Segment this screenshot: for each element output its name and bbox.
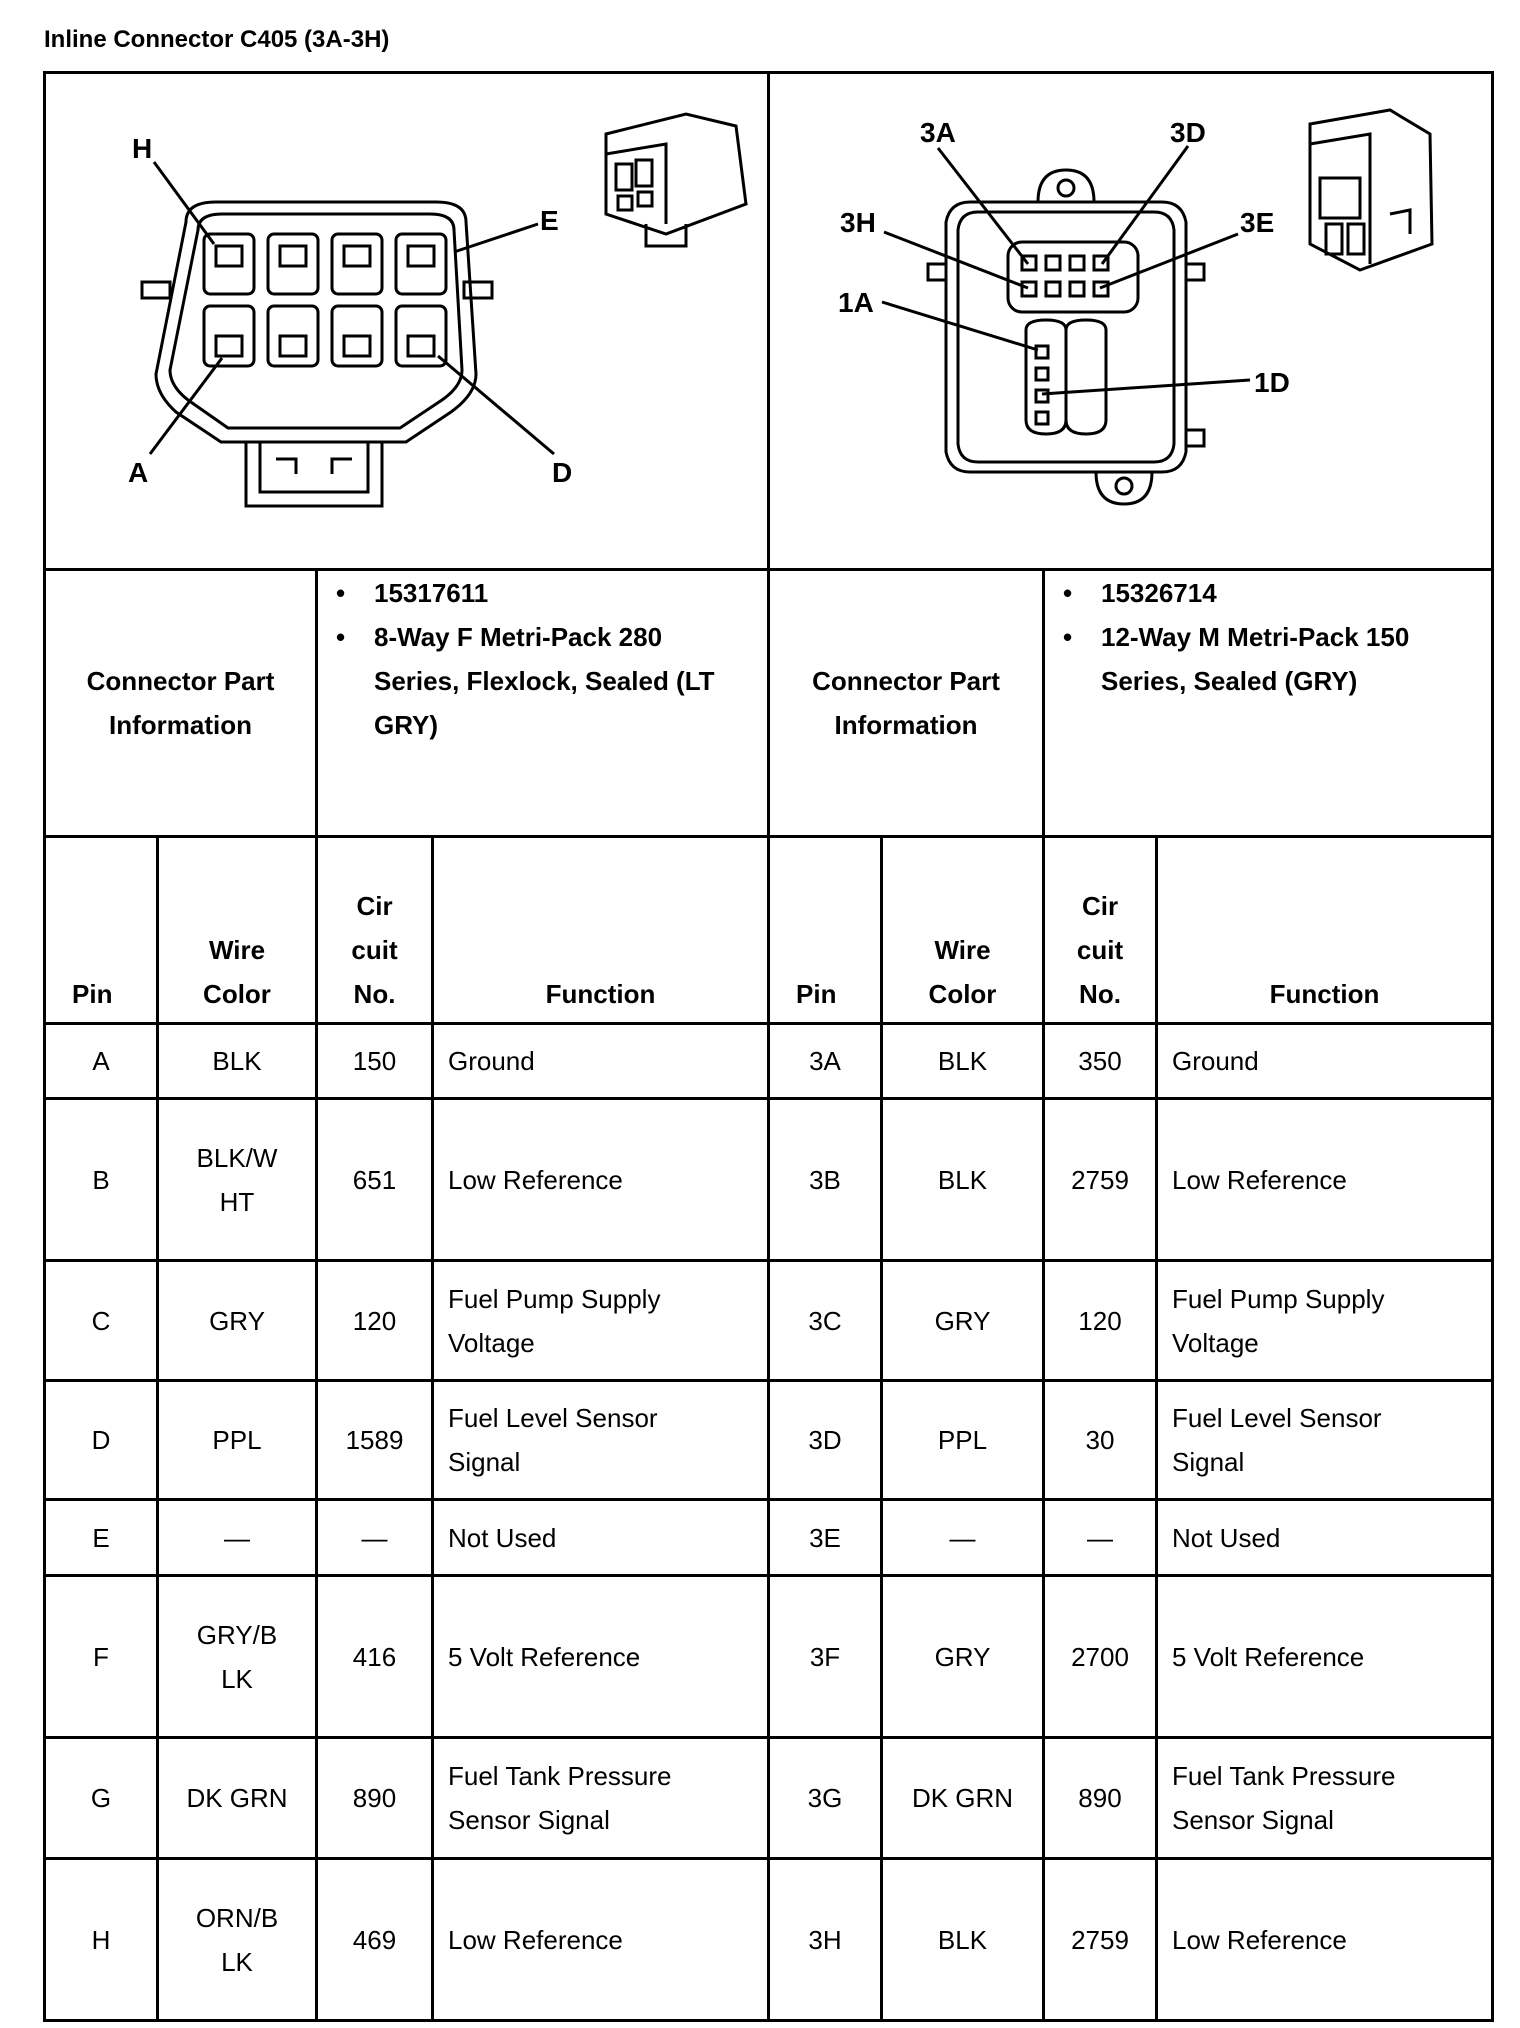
table-row bbox=[45, 1576, 1493, 1738]
wire-color-cell: DK GRN bbox=[882, 1738, 1044, 1859]
function-cell: Fuel Pump Supply Voltage bbox=[1157, 1261, 1493, 1381]
pinout-table bbox=[43, 71, 1494, 2022]
pin-label-e: E bbox=[540, 205, 559, 236]
connector-sheet bbox=[43, 71, 1491, 2021]
pin-label-3a: 3A bbox=[920, 117, 956, 148]
circuit-cell: 2700 bbox=[1044, 1576, 1157, 1738]
wire-color-cell: DK GRN bbox=[158, 1738, 317, 1859]
pin-cell: C bbox=[45, 1261, 158, 1381]
pin-cell: A bbox=[45, 1024, 158, 1099]
pin-label-3h: 3H bbox=[840, 207, 876, 238]
function-cell: Low Reference bbox=[433, 1859, 769, 2021]
circuit-cell: 120 bbox=[1044, 1261, 1157, 1381]
wire-color-cell: BLK bbox=[882, 1859, 1044, 2021]
wire-color-cell: GRY bbox=[158, 1261, 317, 1381]
pin-label-1a: 1A bbox=[838, 287, 874, 318]
function-cell: Ground bbox=[433, 1024, 769, 1099]
pin-cell: 3D bbox=[769, 1381, 882, 1500]
function-cell: Fuel Tank Pressure Sensor Signal bbox=[433, 1738, 769, 1859]
wire-color-cell: — bbox=[158, 1500, 317, 1576]
left-wire-color-header: Wire Color bbox=[158, 837, 317, 1024]
pin-label-a: A bbox=[128, 457, 149, 488]
left-circuit-header: Cir cuit No. bbox=[317, 837, 433, 1024]
pin-cell: 3H bbox=[769, 1859, 882, 2021]
function-cell: Fuel Level Sensor Signal bbox=[433, 1381, 769, 1500]
function-cell: 5 Volt Reference bbox=[1157, 1576, 1493, 1738]
wire-color-cell: BLK bbox=[882, 1024, 1044, 1099]
circuit-cell: 120 bbox=[317, 1261, 433, 1381]
function-cell: Low Reference bbox=[433, 1099, 769, 1261]
pin-cell: 3E bbox=[769, 1500, 882, 1576]
circuit-cell: 890 bbox=[317, 1738, 433, 1859]
pin-cell: G bbox=[45, 1738, 158, 1859]
wire-color-cell: BLK bbox=[882, 1099, 1044, 1261]
wire-color-cell: ORN/B LK bbox=[158, 1859, 317, 2021]
left-connector-diagram bbox=[46, 74, 766, 568]
function-cell: Ground bbox=[1157, 1024, 1493, 1099]
function-cell: Not Used bbox=[1157, 1500, 1493, 1576]
circuit-cell: 2759 bbox=[1044, 1099, 1157, 1261]
pin-label-3e: 3E bbox=[1240, 207, 1275, 238]
function-cell: Fuel Level Sensor Signal bbox=[1157, 1381, 1493, 1500]
table-row bbox=[45, 1024, 1493, 1099]
circuit-cell: 1589 bbox=[317, 1381, 433, 1500]
pin-cell: 3A bbox=[769, 1024, 882, 1099]
function-cell: Low Reference bbox=[1157, 1859, 1493, 2021]
circuit-cell: 890 bbox=[1044, 1738, 1157, 1859]
part-info-row bbox=[45, 570, 1493, 837]
left-part-description: • 8-Way F Metri-Pack 280 Series, Flexlock, Sealed (LT GRY) bbox=[332, 615, 753, 747]
circuit-cell: — bbox=[1044, 1500, 1157, 1576]
function-cell: Fuel Tank Pressure Sensor Signal bbox=[1157, 1738, 1493, 1859]
pin-cell: F bbox=[45, 1576, 158, 1738]
pin-label-d: D bbox=[552, 457, 573, 488]
function-cell: Fuel Pump Supply Voltage bbox=[433, 1261, 769, 1381]
pin-cell: D bbox=[45, 1381, 158, 1500]
pin-label-1d: 1D bbox=[1254, 367, 1290, 398]
wire-color-cell: GRY bbox=[882, 1261, 1044, 1381]
left-part-info bbox=[317, 570, 769, 837]
function-cell: 5 Volt Reference bbox=[433, 1576, 769, 1738]
table-row bbox=[45, 1859, 1493, 2021]
pin-cell: B bbox=[45, 1099, 158, 1261]
circuit-cell: 30 bbox=[1044, 1381, 1157, 1500]
pin-cell: 3F bbox=[769, 1576, 882, 1738]
function-cell: Low Reference bbox=[1157, 1099, 1493, 1261]
left-pin-header: Pin bbox=[45, 837, 158, 1024]
right-part-number: • 15326714 bbox=[1059, 571, 1477, 615]
circuit-cell: 416 bbox=[317, 1576, 433, 1738]
right-part-description: • 12-Way M Metri-Pack 150 Series, Sealed (GRY) bbox=[1059, 615, 1477, 703]
pin-cell: 3G bbox=[769, 1738, 882, 1859]
left-part-info-label: Connector Part Information bbox=[45, 570, 317, 837]
pin-label-h: H bbox=[132, 133, 153, 164]
table-row bbox=[45, 1261, 1493, 1381]
pin-cell: 3C bbox=[769, 1261, 882, 1381]
wire-color-cell: BLK bbox=[158, 1024, 317, 1099]
table-row bbox=[45, 1381, 1493, 1500]
circuit-cell: 2759 bbox=[1044, 1859, 1157, 2021]
wire-color-cell: GRY/B LK bbox=[158, 1576, 317, 1738]
column-header-row bbox=[45, 837, 1493, 1024]
right-connector-diagram-cell bbox=[769, 73, 1493, 570]
circuit-cell: — bbox=[317, 1500, 433, 1576]
right-connector-diagram bbox=[770, 74, 1490, 568]
pin-cell: E bbox=[45, 1500, 158, 1576]
right-pin-header: Pin bbox=[769, 837, 882, 1024]
left-connector-diagram-cell bbox=[45, 73, 769, 570]
wire-color-cell: — bbox=[882, 1500, 1044, 1576]
table-row bbox=[45, 1738, 1493, 1859]
circuit-cell: 651 bbox=[317, 1099, 433, 1261]
wire-color-cell: BLK/W HT bbox=[158, 1099, 317, 1261]
wire-color-cell: GRY bbox=[882, 1576, 1044, 1738]
wire-color-cell: PPL bbox=[158, 1381, 317, 1500]
circuit-cell: 150 bbox=[317, 1024, 433, 1099]
function-cell: Not Used bbox=[433, 1500, 769, 1576]
circuit-cell: 350 bbox=[1044, 1024, 1157, 1099]
wire-color-cell: PPL bbox=[882, 1381, 1044, 1500]
right-circuit-header: Cir cuit No. bbox=[1044, 837, 1157, 1024]
right-wire-color-header: Wire Color bbox=[882, 837, 1044, 1024]
pin-label-3d: 3D bbox=[1170, 117, 1206, 148]
page-title: Inline Connector C405 (3A-3H) bbox=[44, 26, 390, 53]
table-row bbox=[45, 1099, 1493, 1261]
right-function-header: Function bbox=[1157, 837, 1493, 1024]
circuit-cell: 469 bbox=[317, 1859, 433, 2021]
right-part-info-label: Connector Part Information bbox=[769, 570, 1044, 837]
right-part-info bbox=[1044, 570, 1493, 837]
pin-cell: 3B bbox=[769, 1099, 882, 1261]
table-row bbox=[45, 1500, 1493, 1576]
left-function-header: Function bbox=[433, 837, 769, 1024]
left-part-number: • 15317611 bbox=[332, 571, 753, 615]
pin-cell: H bbox=[45, 1859, 158, 2021]
diagram-row bbox=[45, 73, 1493, 570]
